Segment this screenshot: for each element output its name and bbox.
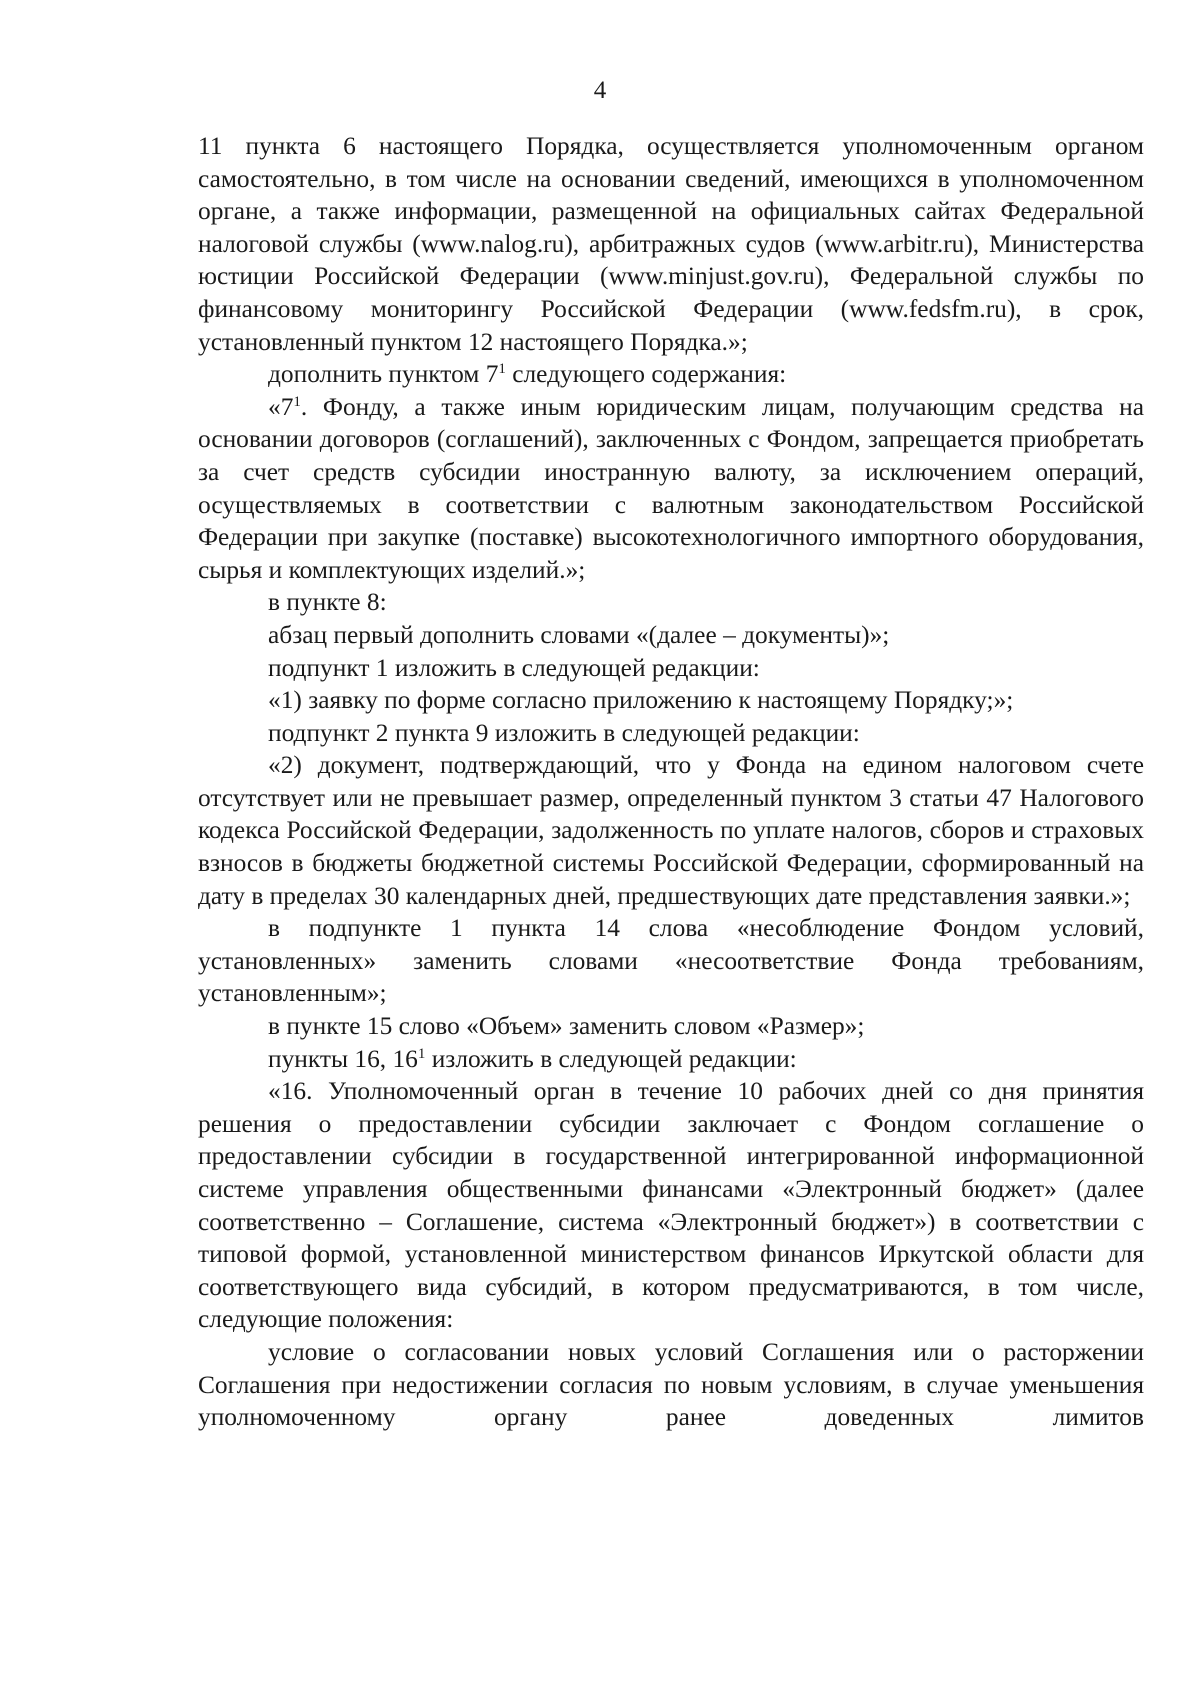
paragraph-add-point-7-1: дополнить пунктом $7^1$ следующего содержания: bbox=[268, 360, 787, 389]
superscript: 1 bbox=[498, 361, 506, 378]
paragraph-subpoint-2-text: «2) документ, подтверждающий, что у Фонда на едином налоговом счете отсутствует или не превышает размер, определенный пунктом 3 статьи 47 Налогового кодекса Российской Федерации, задолженность по уплате налогов, сборов и страховых взносов в бюджеты бюджетной системы Российской Федерации, сформированный на дату в пределах 30 календарных дней, предшествующих дате представления заявки.»; bbox=[198, 751, 1144, 910]
paragraph-subpoint-1: подпункт 1 изложить в следующей редакции: bbox=[268, 653, 760, 682]
page-number: 4 bbox=[593, 77, 607, 104]
paragraph-point-8: в пункте 8: bbox=[268, 588, 387, 617]
paragraph-subpoint-2-point-9: подпункт 2 пункта 9 изложить в следующей редакции: bbox=[268, 718, 860, 747]
paragraph-condition: условие о согласовании новых условий Соглашения или о расторжении Соглашения при недостижении согласия по новым условиям, в случае уменьшения уполномоченному органу ранее доведенных лимитов bbox=[198, 1337, 1144, 1432]
superscript: 1 bbox=[293, 393, 301, 410]
paragraph-first-abzac: абзац первый дополнить словами «(далее – документы)»; bbox=[268, 620, 890, 649]
document-body bbox=[198, 130, 1144, 1434]
paragraph-continuation: 11 пункта 6 настоящего Порядка, осуществляется уполномоченным органом самостоятельно, в том числе на основании сведений, имеющихся в уполномоченном органе, а также информации, размещенной на официальных сайтах Федеральной налоговой службы (www.nalog.ru), арбитражных судов (www.arbitr.ru), Министерства юстиции Российской Федерации (www.minjust.gov.ru), Федеральной службы по финансовому мониторингу Российской Федерации (www.fedsfm.ru), в срок, установленный пунктом 12 настоящего Порядка.»; bbox=[198, 132, 1144, 356]
paragraph-points-16: пункты 16, $16^1$ изложить в следующей редакции: bbox=[268, 1044, 797, 1073]
paragraph-subpoint-1-text: «1) заявку по форме согласно приложению к настоящему Порядку;»; bbox=[268, 686, 1014, 715]
paragraph-point-7-1: «$7^1$. Фонду, а также иным юридическим лицам, получающим средства на основании договоров (соглашений), заключенных с Фондом, запрещается приобретать за счет средств субсидии иностранную валюту, за исключением операций, осуществляемых в соответствии с валютным законодательством Российской Федерации при закупке (поставке) высокотехнологичного импортного оборудования, сырья и комплектующих изделий.»; bbox=[198, 392, 1144, 584]
superscript: 1 bbox=[417, 1045, 426, 1062]
paragraph-point-15: в пункте 15 слово «Объем» заменить словом «Размер»; bbox=[268, 1012, 865, 1041]
paragraph-point-16-text: «16. Уполномоченный орган в течение 10 рабочих дней со дня принятия решения о предоставлении субсидии заключает с Фондом соглашение о предоставлении субсидии в государственной интегрированной информационной системе управления общественными финансами «Электронный бюджет» (далее соответственно – Соглашение, система «Электронный бюджет») в соответствии с типовой формой, установленной министерством финансов Иркутской области для соответствующего вида субсидий, в котором предусматриваются, в том числе, следующие положения: bbox=[198, 1077, 1144, 1334]
paragraph-point-14: в подпункте 1 пункта 14 слова «несоблюдение Фондом условий, установленных» заменить словами «несоответствие Фонда требованиям, установленным»; bbox=[198, 914, 1144, 1008]
